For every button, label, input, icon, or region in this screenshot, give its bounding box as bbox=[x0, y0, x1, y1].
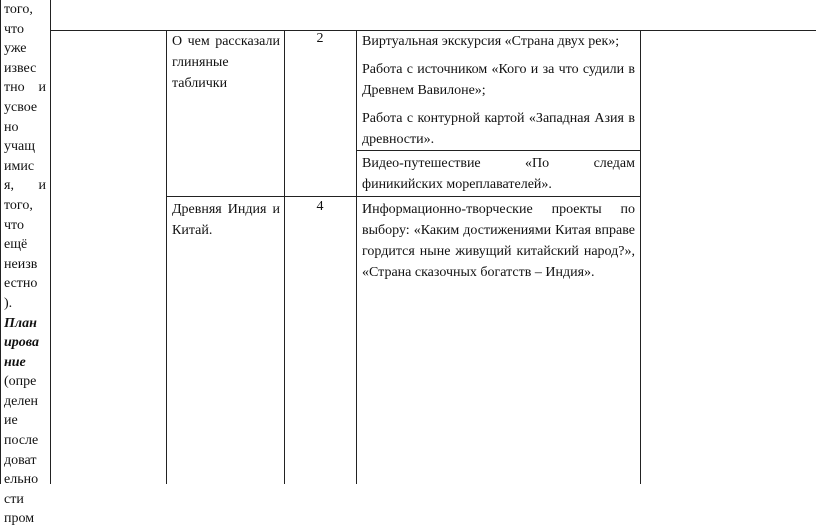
left-column-line: ). bbox=[4, 295, 13, 311]
left-column-line: усвое bbox=[4, 99, 38, 115]
left-column-line: что bbox=[4, 217, 24, 233]
left-column-line: после bbox=[4, 433, 39, 449]
left-column-line: ельно bbox=[4, 472, 39, 488]
left-column-line: тно и bbox=[4, 80, 46, 96]
left-column-line: естно bbox=[4, 276, 38, 292]
left-column-line: уже bbox=[4, 41, 27, 57]
activity-item: Виртуальная экскурсия «Страна двух рек»; bbox=[362, 34, 620, 49]
left-column-line: делен bbox=[4, 393, 39, 409]
activity-item: Видео-путешествие «По следам финикийских мореплавателей». bbox=[362, 156, 635, 192]
activity-item: Работа с контурной картой «Западная Азия в древности». bbox=[362, 111, 635, 147]
left-column-line: сти bbox=[4, 491, 24, 507]
hours-cell-2: 4 bbox=[316, 199, 324, 214]
left-column-line: пром bbox=[4, 511, 35, 527]
left-column-line: я, и bbox=[4, 178, 46, 194]
table-border-col4 bbox=[356, 30, 357, 484]
left-column-line: ие bbox=[4, 413, 18, 429]
left-column-line: учащ bbox=[4, 139, 36, 155]
activity-item: Информационно-творческие проекты по выбору: «Каким достижениями Китая вправе гордится ныне живущий китайский народ?», «Страна сказочных богатств – Индия». bbox=[362, 202, 635, 280]
left-column-text bbox=[4, 0, 46, 529]
topic-line: Китай. bbox=[172, 223, 213, 238]
left-column-line: неизв bbox=[4, 256, 38, 272]
left-column-line: ещё bbox=[4, 237, 28, 253]
left-column-line: извес bbox=[4, 60, 37, 76]
table-border-col2 bbox=[166, 30, 167, 484]
table-rule-activity-split bbox=[356, 150, 640, 151]
left-column-line: ирова bbox=[4, 335, 39, 351]
left-column-line: того, bbox=[4, 197, 33, 213]
topic-line: таблички bbox=[172, 76, 228, 91]
topic-cell-1 bbox=[172, 31, 280, 94]
table-rule-row2 bbox=[166, 196, 640, 197]
left-column-line: доват bbox=[4, 452, 37, 468]
hours-cell-1: 2 bbox=[316, 31, 324, 46]
activities-cell-1b bbox=[362, 153, 635, 195]
left-column-line: (опре bbox=[4, 374, 37, 390]
topic-line: О чем рассказали bbox=[172, 34, 280, 49]
activities-cell-1 bbox=[362, 31, 635, 150]
table-border-col5 bbox=[640, 30, 641, 484]
left-column-line: имис bbox=[4, 158, 35, 174]
table-border-col3 bbox=[284, 30, 285, 484]
left-column-line: того, bbox=[4, 2, 33, 17]
topic-line: Древняя Индия и bbox=[172, 202, 280, 217]
activity-item: Работа с источником «Кого и за что судили в Древнем Вавилоне»; bbox=[362, 62, 635, 98]
topic-cell-2 bbox=[172, 199, 280, 241]
topic-line: глиняные bbox=[172, 55, 229, 70]
table-border-col1 bbox=[50, 0, 51, 484]
activities-cell-2 bbox=[362, 199, 635, 283]
left-column-line: План bbox=[4, 315, 37, 331]
table-border-left bbox=[0, 0, 1, 484]
left-column-line: ние bbox=[4, 354, 26, 370]
left-column-line: но bbox=[4, 119, 19, 135]
left-column-line: что bbox=[4, 21, 24, 37]
